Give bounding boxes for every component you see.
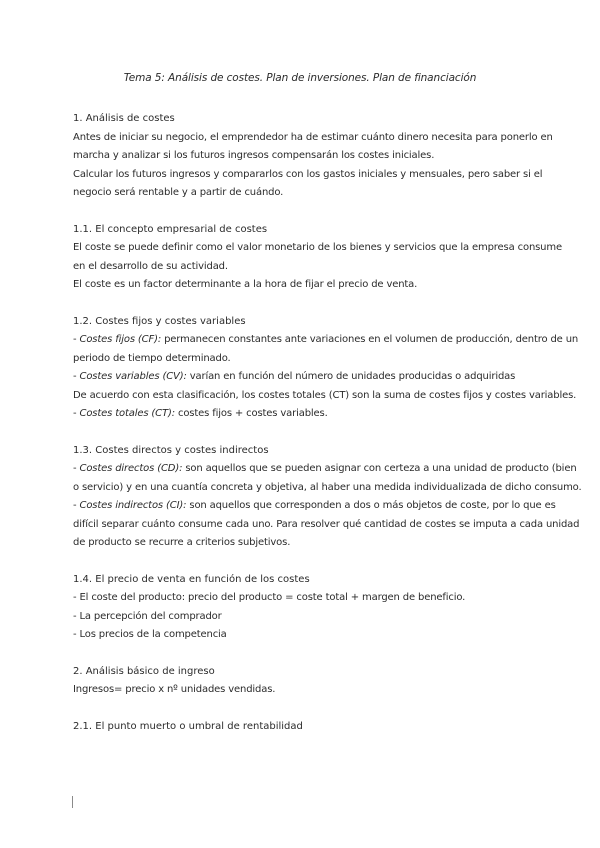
paragraph-line: o servicio) y en una cuantía concreta y objetiva, al haber una medida individualizada de dicho consumo.	[73, 481, 582, 493]
section-punto-muerto	[73, 718, 529, 737]
section-heading: 1.4. El precio de venta en función de los costes	[73, 573, 310, 585]
list-item: - La percepción del comprador	[73, 610, 222, 622]
term-label: Costes indirectos (CI):	[79, 500, 187, 511]
section-costes-fijos-variables	[73, 313, 579, 424]
list-item: - Costes indirectos (CI): son aquellos que corresponden a dos o más objetos de coste, por lo que es	[73, 500, 556, 511]
paragraph-line: De acuerdo con esta clasificación, los costes totales (CT) son la suma de costes fijos y costes variables.	[73, 389, 577, 401]
document-body	[73, 110, 582, 754]
paragraph-line: en el desarrollo de su actividad.	[73, 260, 228, 272]
section-analisis-costes	[73, 110, 553, 203]
paragraph-line: El coste es un factor determinante a la hora de fijar el precio de venta.	[73, 279, 418, 290]
paragraph-line: Antes de iniciar su negocio, el emprendedor ha de estimar cuánto dinero necesita para ponerlo en	[73, 131, 553, 143]
term-label: Costes variables (CV):	[79, 371, 187, 382]
term-label: Costes totales (CT):	[79, 408, 175, 419]
section-precio-venta	[73, 571, 529, 645]
paragraph-line: Calcular los futuros ingresos y compararlos con los gastos iniciales y mensuales, pero saber si el	[73, 168, 543, 180]
paragraph-line: negocio será rentable y a partir de cuándo.	[73, 187, 284, 198]
term-label: Costes directos (CD):	[79, 463, 183, 474]
section-concepto-costes	[73, 221, 562, 295]
list-item: - Los precios de la competencia	[73, 629, 227, 640]
section-analisis-ingreso	[73, 663, 529, 700]
paragraph-line: difícil separar cuánto consume cada uno. Para resolver qué cantidad de costes se imputa a cada unidad	[73, 518, 580, 530]
list-item: - Costes variables (CV): varían en función del número de unidades producidas o adquiridas	[73, 371, 516, 382]
paragraph-line: periodo de tiempo determinado.	[73, 352, 231, 364]
page-edge-mark	[72, 796, 73, 808]
section-heading: 1.2. Costes fijos y costes variables	[73, 315, 246, 327]
section-heading: 2. Análisis básico de ingreso	[73, 665, 215, 677]
section-heading: 1. Análisis de costes	[73, 113, 175, 124]
section-costes-directos-indirectos	[73, 442, 582, 553]
paragraph-line: de producto se recurre a criterios subjetivos.	[73, 537, 291, 548]
page-title: Tema 5: Análisis de costes. Plan de inversiones. Plan de financiación	[123, 72, 477, 84]
term-label: Costes fijos (CF):	[79, 334, 162, 345]
list-item: - El coste del producto: precio del producto = coste total + margen de beneficio.	[73, 592, 466, 603]
list-item: - Costes fijos (CF): permanecen constantes ante variaciones en el volumen de producción, dentro de un	[73, 334, 579, 345]
section-heading: 2.1. El punto muerto o umbral de rentabilidad	[73, 720, 303, 732]
paragraph-line: Ingresos= precio x nº unidades vendidas.	[73, 684, 276, 695]
list-item: - Costes totales (CT): costes fijos + costes variables.	[73, 408, 328, 419]
paragraph-line: marcha y analizar si los futuros ingresos compensarán los costes iniciales.	[73, 150, 435, 161]
section-heading: 1.3. Costes directos y costes indirectos	[73, 444, 269, 456]
paragraph-line: El coste se puede definir como el valor monetario de los bienes y servicios que la empresa consume	[73, 242, 562, 253]
list-item: - Costes directos (CD): son aquellos que se pueden asignar con certeza a una unidad de producto (bien	[73, 463, 577, 474]
section-heading: 1.1. El concepto empresarial de costes	[73, 223, 268, 235]
